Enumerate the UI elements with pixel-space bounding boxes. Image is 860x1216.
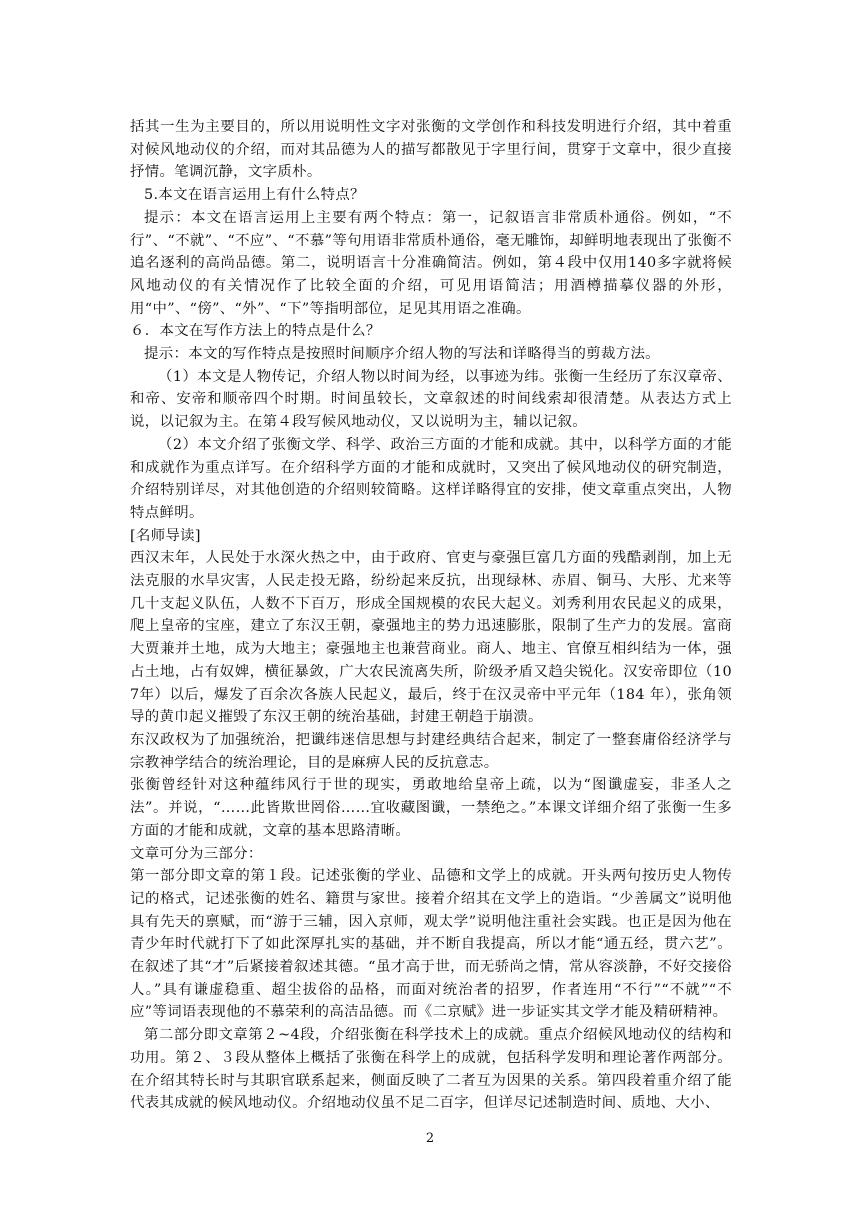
paragraph: （2）本文介绍了张衡文学、科学、政治三方面的才能和成就。其中，以科学方面的才能和成就作为重点详写。在介绍科学方面的才能和成就时，又突出了候风地动仪的研究制造，介绍特别详尽，对其他创造的介绍则较简略。这样详略得宜的安排，使文章重点突出，人物特点鲜明。 xyxy=(130,436,732,521)
paragraph: （1）本文是人物传记，介绍人物以时间为经，以事迹为纬。张衡一生经历了东汉章帝、和帝、安帝和顺帝四个时期。时间虽较长，文章叙述的时间线索却很清楚。从表达方式上说，以记叙为主。在第４段写候风地动仪，又以说明为主，辅以记叙。 xyxy=(130,368,732,431)
paragraph: 第一部分即文章的第１段。记述张衡的学业、品德和文学上的成就。开头两句按历史人物传记的格式，记述张衡的姓名、籍贯与家世。接着介绍其在文学上的造诣。“少善属文”说明他具有先天的禀赋，而“游于三辅，因入京师，观太学”说明他注重社会实践。也正是因为他在青少年时代就打下了如此深厚扎实的基础，并不断自我提高，所以才能“通五经，贯六艺”。在叙述了其“才”后紧接着叙述其德。“虽才高于世，而无骄尚之情，常从容淡静，不好交接俗人。”具有谦虚稳重、超尘拔俗的品格，而面对统治者的招罗，作者连用“不行”“不就”“不应”等词语表现他的不慕荣利的高洁品德。而《二京赋》进一步证实其文学才能及精研精神。 xyxy=(130,868,732,1021)
paragraph: 提示：本文的写作特点是按照时间顺序介绍人物的写法和详略得当的剪裁方法。 xyxy=(144,346,660,363)
paragraph: 东汉政权为了加强统治，把谶纬迷信思想与封建经典结合起来，制定了一整套庸俗经济学与宗教神学结合的统治理论，目的是麻痹人民的反抗意志。 xyxy=(130,731,732,771)
paragraph: 5.本文在语言运用上有什么特点？ xyxy=(144,187,365,204)
paragraph: 文章可分为三部分： xyxy=(130,845,263,862)
document-body xyxy=(130,116,732,1115)
paragraph: 括其一生为主要目的，所以用说明性文字对张衡的文学创作和科技发明进行介绍，其中着重对候风地动仪的介绍，而对其品德为人的描写都散见于字里行间，贯穿于文章中，很少直接抒情。笔调沉静，文字质朴。 xyxy=(130,119,732,181)
paragraph: 提示：本文在语言运用上主要有两个特点：第一，记叙语言非常质朴通俗。例如，“不行”、“不就”、“不应”、“不慕”等句用语非常质朴通俗，毫无雕饰，却鲜明地表现出了张衡不追名逐利的高尚品德。第二，说明语言十分准确简洁。例如，第４段中仅用140多字就将候风地动仪的有关情况作了比较全面的介绍，可见用语简洁；用酒樽描摹仪器的外形，用“中”、“傍”、“外”、“下”等指明部位，足见其用语之准确。 xyxy=(130,209,732,317)
paragraph: 西汉末年，人民处于水深火热之中，由于政府、官吏与豪强巨富几方面的残酷剥削，加上无法克服的水旱灾害，人民走投无路，纷纷起来反抗，出现绿林、赤眉、铜马、大彤、尤来等几十支起义队伍，人数不下百万，形成全国规模的农民大起义。刘秀利用农民起义的成果，爬上皇帝的宝座，建立了东汉王朝，豪强地主的势力迅速膨胀，限制了生产力的发展。富商大贾兼并土地，成为大地主；豪强地主也兼营商业。商人、地主、官僚互相纠结为一体，强占土地，占有奴婢，横征暴敛，广大农民流离失所，阶级矛盾又趋尖锐化。汉安帝即位（107年）以后，爆发了百余次各族人民起义，最后，终于在汉灵帝中平元年（184 年），张角领导的黄巾起义摧毁了东汉王朝的统治基础，封建王朝趋于崩溃。 xyxy=(130,550,732,726)
paragraph: 第二部分即文章第２~4段，介绍张衡在科学技术上的成就。重点介绍候风地动仪的结构和功用。第２、３段从整体上概括了张衡在科学上的成就，包括科学发明和理论著作两部分。在介绍其特长时与其职官联系起来，侧面反映了二者互为因果的关系。第四段着重介绍了能代表其成就的候风地动仪。介绍地动仪虽不足二百字，但详尽记述制造时间、质地、大小、 xyxy=(130,1027,732,1112)
page-number: 2 xyxy=(425,1131,435,1146)
paragraph: 张衡曾经针对这种蕴纬风行于世的现实，勇敢地给皇帝上疏，以为“图谶虚妄，非圣人之法”。并说，“……此皆欺世罔俗……宜收藏图谶，一禁绝之。”本课文详细介绍了张衡一生多方面的才能和成就，文章的基本思路清晰。 xyxy=(130,777,732,839)
paragraph: ６．本文在写作方法上的特点是什么？ xyxy=(130,323,381,340)
paragraph: [名师导读] xyxy=(130,527,201,544)
